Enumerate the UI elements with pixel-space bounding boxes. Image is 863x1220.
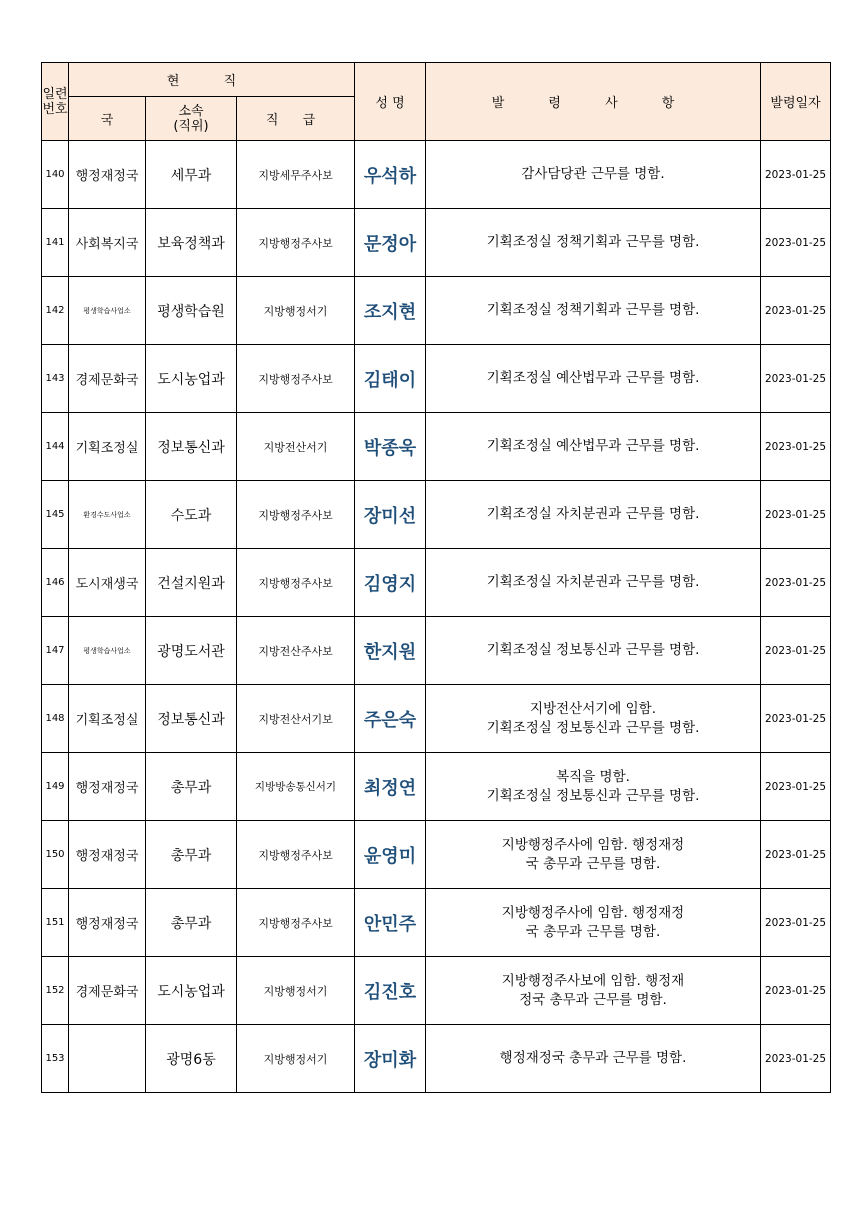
serial-number: 143: [42, 345, 69, 413]
name-cell: 김진호: [355, 957, 426, 1025]
serial-header-bottom: 번호: [42, 101, 68, 117]
order-cell: 감사담당관 근무를 명함.: [426, 141, 761, 209]
name-cell: 장미선: [355, 481, 426, 549]
order-cell: 기획조정실 자치분권과 근무를 명함.: [426, 549, 761, 617]
current-position-header: 현 직: [69, 63, 355, 97]
bureau-cell: 기획조정실: [69, 685, 146, 753]
order-cell: 지방행정주사에 임함. 행정재정 국 총무과 근무를 명함.: [426, 889, 761, 957]
department-cell: 도시농업과: [146, 957, 237, 1025]
table-row: [42, 957, 831, 1025]
serial-number: 140: [42, 141, 69, 209]
date-cell: 2023-01-25: [761, 1025, 831, 1093]
table-row: [42, 413, 831, 481]
table-row: [42, 277, 831, 345]
order-cell: 지방전산서기에 임함. 기획조정실 정보통신과 근무를 명함.: [426, 685, 761, 753]
bureau-cell: 행정재정국: [69, 821, 146, 889]
department-cell: 세무과: [146, 141, 237, 209]
name-cell: 김태이: [355, 345, 426, 413]
order-cell: 기획조정실 예산법무과 근무를 명함.: [426, 345, 761, 413]
department-cell: 광명도서관: [146, 617, 237, 685]
serial-number: 153: [42, 1025, 69, 1093]
department-cell: 정보통신과: [146, 413, 237, 481]
table-row: [42, 481, 831, 549]
department-cell: 총무과: [146, 753, 237, 821]
name-cell: 김영지: [355, 549, 426, 617]
order-cell: 행정재정국 총무과 근무를 명함.: [426, 1025, 761, 1093]
department-cell: 수도과: [146, 481, 237, 549]
order-cell: 기획조정실 예산법무과 근무를 명함.: [426, 413, 761, 481]
grade-cell: 지방전산서기보: [237, 685, 355, 753]
name-cell: 박종욱: [355, 413, 426, 481]
date-cell: 2023-01-25: [761, 209, 831, 277]
table-row: [42, 209, 831, 277]
serial-number: 151: [42, 889, 69, 957]
date-cell: 2023-01-25: [761, 277, 831, 345]
table-row: [42, 345, 831, 413]
table-row: [42, 617, 831, 685]
bureau-cell: 환경수도사업소: [69, 481, 146, 549]
date-cell: 2023-01-25: [761, 685, 831, 753]
grade-cell: 지방방송통신서기: [237, 753, 355, 821]
bureau-cell: 행정재정국: [69, 889, 146, 957]
order-cell: 기획조정실 정책기획과 근무를 명함.: [426, 277, 761, 345]
name-cell: 문정아: [355, 209, 426, 277]
department-cell: 도시농업과: [146, 345, 237, 413]
date-cell: 2023-01-25: [761, 753, 831, 821]
department-cell: 건설지원과: [146, 549, 237, 617]
serial-number-header: [42, 63, 69, 141]
order-header: 발 령 사 항: [426, 63, 761, 141]
name-cell: 윤영미: [355, 821, 426, 889]
department-cell: 광명6동: [146, 1025, 237, 1093]
bureau-cell: 도시재생국: [69, 549, 146, 617]
serial-header-top: 일련: [42, 86, 68, 102]
serial-number: 147: [42, 617, 69, 685]
date-cell: 2023-01-25: [761, 345, 831, 413]
table-row: [42, 1025, 831, 1093]
grade-cell: 지방행정서기: [237, 1025, 355, 1093]
order-cell: 복직을 명함. 기획조정실 정보통신과 근무를 명함.: [426, 753, 761, 821]
bureau-cell: 평생학습사업소: [69, 617, 146, 685]
name-cell: 한지원: [355, 617, 426, 685]
bureau-cell: 기획조정실: [69, 413, 146, 481]
table-header: [42, 63, 831, 141]
department-cell: 보육정책과: [146, 209, 237, 277]
order-cell: 지방행정주사에 임함. 행정재정 국 총무과 근무를 명함.: [426, 821, 761, 889]
grade-cell: 지방행정주사보: [237, 889, 355, 957]
name-header: 성 명: [355, 63, 426, 141]
grade-cell: 지방행정서기: [237, 957, 355, 1025]
grade-cell: 지방행정주사보: [237, 209, 355, 277]
affiliation-header-line2: (직위): [173, 118, 209, 134]
serial-number: 142: [42, 277, 69, 345]
name-cell: 장미화: [355, 1025, 426, 1093]
table-row: [42, 821, 831, 889]
bureau-cell: 경제문화국: [69, 345, 146, 413]
name-cell: 우석하: [355, 141, 426, 209]
bureau-cell: 행정재정국: [69, 753, 146, 821]
bureau-cell: 평생학습사업소: [69, 277, 146, 345]
serial-number: 145: [42, 481, 69, 549]
order-cell: 지방행정주사보에 임함. 행정재 정국 총무과 근무를 명함.: [426, 957, 761, 1025]
date-cell: 2023-01-25: [761, 889, 831, 957]
date-cell: 2023-01-25: [761, 617, 831, 685]
serial-number: 141: [42, 209, 69, 277]
grade-cell: 지방행정주사보: [237, 549, 355, 617]
grade-cell: 지방행정주사보: [237, 481, 355, 549]
table-row: [42, 141, 831, 209]
name-cell: 최정연: [355, 753, 426, 821]
order-cell: 기획조정실 정보통신과 근무를 명함.: [426, 617, 761, 685]
department-cell: 총무과: [146, 889, 237, 957]
personnel-order-table: [41, 62, 831, 1093]
table-body: [42, 141, 831, 1093]
grade-cell: 지방행정주사보: [237, 821, 355, 889]
name-cell: 주은숙: [355, 685, 426, 753]
order-cell: 기획조정실 자치분권과 근무를 명함.: [426, 481, 761, 549]
name-cell: 안민주: [355, 889, 426, 957]
bureau-cell: [69, 1025, 146, 1093]
table-row: [42, 685, 831, 753]
date-cell: 2023-01-25: [761, 413, 831, 481]
serial-number: 149: [42, 753, 69, 821]
serial-number: 148: [42, 685, 69, 753]
date-header: 발령일자: [761, 63, 831, 141]
table-row: [42, 549, 831, 617]
affiliation-header-line1: 소속: [178, 103, 204, 119]
bureau-header: 국: [69, 97, 146, 141]
grade-cell: 지방행정주사보: [237, 345, 355, 413]
date-cell: 2023-01-25: [761, 549, 831, 617]
bureau-cell: 사회복지국: [69, 209, 146, 277]
serial-number: 146: [42, 549, 69, 617]
date-cell: 2023-01-25: [761, 481, 831, 549]
bureau-cell: 행정재정국: [69, 141, 146, 209]
department-cell: 평생학습원: [146, 277, 237, 345]
table-row: [42, 753, 831, 821]
date-cell: 2023-01-25: [761, 957, 831, 1025]
date-cell: 2023-01-25: [761, 821, 831, 889]
department-cell: 정보통신과: [146, 685, 237, 753]
bureau-cell: 경제문화국: [69, 957, 146, 1025]
grade-cell: 지방전산서기: [237, 413, 355, 481]
grade-cell: 지방세무주사보: [237, 141, 355, 209]
date-cell: 2023-01-25: [761, 141, 831, 209]
grade-cell: 지방전산주사보: [237, 617, 355, 685]
serial-number: 144: [42, 413, 69, 481]
grade-cell: 지방행정서기: [237, 277, 355, 345]
order-cell: 기획조정실 정책기획과 근무를 명함.: [426, 209, 761, 277]
department-cell: 총무과: [146, 821, 237, 889]
affiliation-header: [146, 97, 237, 141]
name-cell: 조지현: [355, 277, 426, 345]
serial-number: 152: [42, 957, 69, 1025]
grade-header: 직 급: [237, 97, 355, 141]
serial-number: 150: [42, 821, 69, 889]
table-row: [42, 889, 831, 957]
